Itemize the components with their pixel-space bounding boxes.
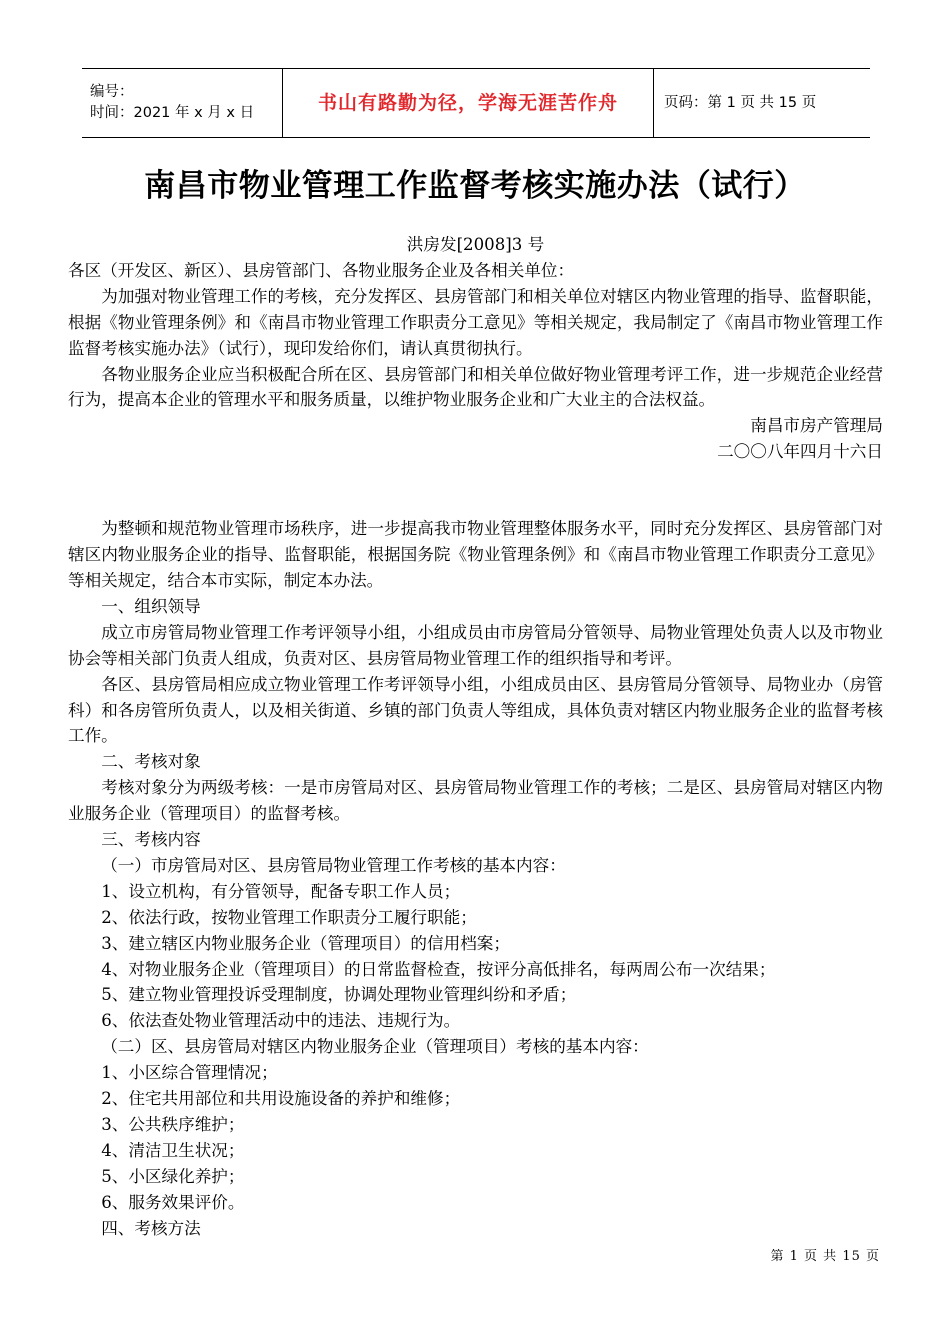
addressee: 各区（开发区、新区）、县房管部门、各物业服务企业及各相关单位： <box>68 260 575 280</box>
list-item: 5、小区绿化养护； <box>101 1166 245 1186</box>
section-heading: 三、考核内容 <box>101 830 201 850</box>
notice-paragraph: 各物业服务企业应当积极配合所在区、县房管部门和相关单位做好物业管理考评工作，进一步规范企业经营行为，提高本企业的管理水平和服务质量，以维护物业服务企业和广大业主的合法权益。 <box>68 364 883 410</box>
section-heading: 四、考核方法 <box>101 1218 201 1238</box>
list-item: 1、小区综合管理情况； <box>101 1063 278 1083</box>
header-slogan-cell <box>282 69 654 137</box>
list-item: 3、公共秩序维护； <box>101 1115 245 1134</box>
list-item: 6、依法查处物业管理活动中的违法、违规行为。 <box>101 1011 461 1031</box>
document-body <box>68 232 883 1242</box>
notice-paragraph: 为加强对物业管理工作的考核，充分发挥区、县房管部门和相关单位对辖区内物业管理的指导、监督职能，根据《物业管理条例》和《南昌市物业管理工作职责分工意见》等相关规定，我局制定了《南昌市物业管理工作监督考核实施办法》（试行），现印发给你们，请认真贯彻执行。 <box>68 286 883 358</box>
section-heading: 一、组织领导 <box>101 596 201 616</box>
header-page-info-cell <box>654 69 870 137</box>
intro-paragraph: 为整顿和规范物业管理市场秩序，进一步提高我市物业管理整体服务水平，同时充分发挥区、县房管部门对辖区内物业服务企业的指导、监督职能，根据国务院《物业管理条例》和《南昌市物业管理工作职责分工意见》等相关规定，结合本市实际，制定本办法。 <box>68 519 883 590</box>
list-item: 4、对物业服务企业（管理项目）的日常监督检查，按评分高低排名，每两周公布一次结果； <box>101 959 776 979</box>
list-item: 3、建立辖区内物业服务企业（管理项目）的信用档案； <box>101 933 510 953</box>
header-slogan: 书山有路勤为径，学海无涯苦作舟 <box>317 91 618 114</box>
subsection-heading: （一）市房管局对区、县房管局物业管理工作考核的基本内容： <box>101 855 566 875</box>
section-paragraph: 成立市房管局物业管理工作考评领导小组，小组成员由市房管局分管领导、局物业管理处负责人以及市物业协会等相关部门负责人组成，负责对区、县房管局物业管理工作的组织指导和考评。 <box>68 622 883 668</box>
signature-date: 二〇〇八年四月十六日 <box>717 442 883 462</box>
list-item: 5、建立物业管理投诉受理制度，协调处理物业管理纠纷和矛盾； <box>101 985 577 1005</box>
list-item: 2、依法行政，按物业管理工作职责分工履行职能； <box>101 907 477 927</box>
list-item: 1、设立机构，有分管领导，配备专职工作人员； <box>101 881 461 901</box>
page-header <box>82 68 870 138</box>
document-title: 南昌市物业管理工作监督考核实施办法（试行） <box>144 168 806 204</box>
section-heading: 二、考核对象 <box>101 752 201 772</box>
list-item: 4、清洁卫生状况； <box>101 1140 245 1160</box>
section-paragraph: 考核对象分为两级考核：一是市房管局对区、县房管局物业管理工作的考核；二是区、县房管局对辖区内物业服务企业（管理项目）的监督考核。 <box>68 778 883 824</box>
header-number: 编号： <box>90 84 134 100</box>
header-page-info: 页码：第 1 页 共 15 页 <box>664 94 817 111</box>
spacer <box>68 465 883 516</box>
signature-org: 南昌市房产管理局 <box>750 416 883 436</box>
page-footer: 第 1 页 共 15 页 <box>770 1249 880 1264</box>
section-paragraph: 各区、县房管局相应成立物业管理工作考评领导小组，小组成员由区、县房管局分管领导、局物业办（房管科）和各房管所负责人，以及相关街道、乡镇的部门负责人等组成，具体负责对辖区内物业服务企业的监督考核工作。 <box>68 674 883 746</box>
list-item: 2、住宅共用部位和共用设施设备的养护和维修； <box>101 1089 461 1109</box>
header-meta <box>82 69 282 137</box>
subsection-heading: （二）区、县房管局对辖区内物业服务企业（管理项目）考核的基本内容： <box>101 1037 649 1057</box>
header-time: 时间：2021 年 x 月 x 日 <box>90 105 255 121</box>
doc-number: 洪房发[2008]3 号 <box>406 235 545 254</box>
list-item: 6、服务效果评价。 <box>101 1192 245 1212</box>
